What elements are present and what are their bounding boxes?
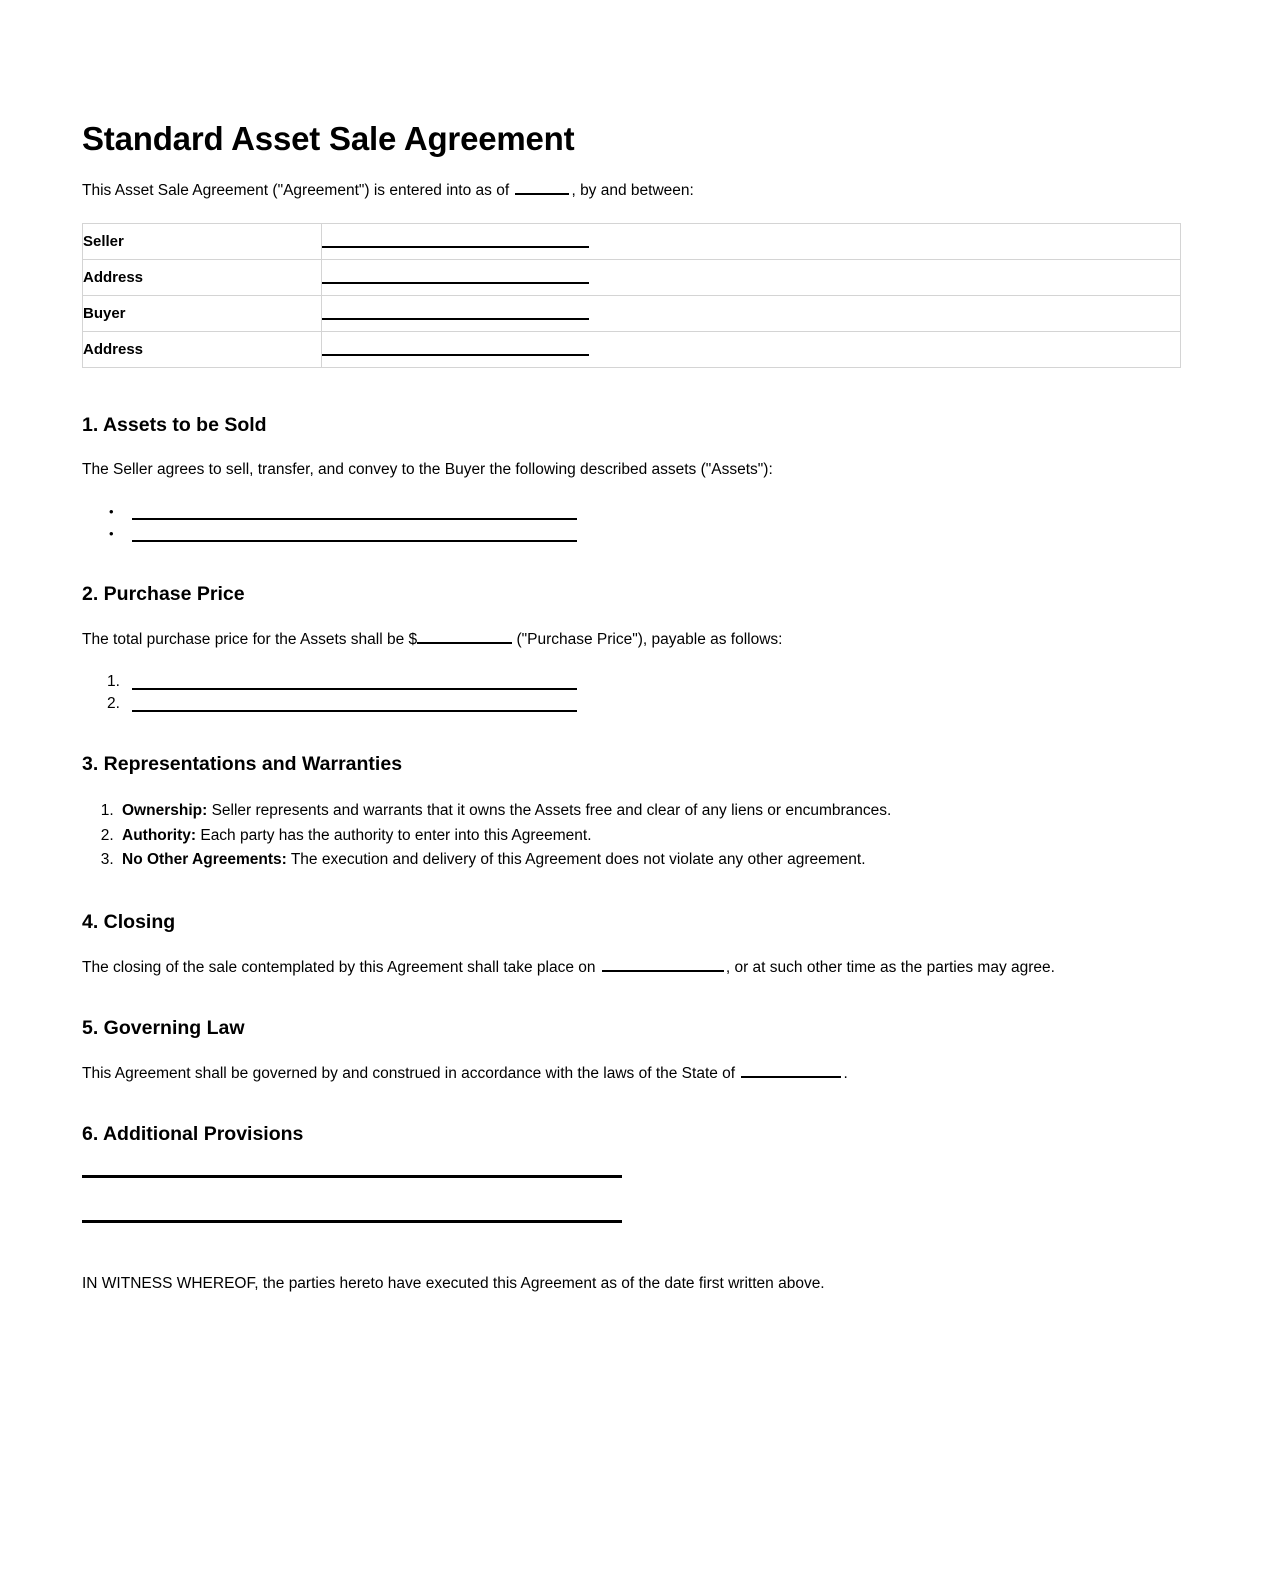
- section-heading-5: 5. Governing Law: [82, 1017, 245, 1040]
- section-heading-1: 1. Assets to be Sold: [82, 413, 267, 436]
- closing-text-after: , or at such other time as the parties may agree.: [725, 958, 1055, 976]
- page-title: Standard Asset Sale Agreement: [82, 120, 575, 157]
- additional-provision-blank-2[interactable]: [82, 1220, 622, 1223]
- party-value-seller[interactable]: [322, 223, 1181, 259]
- section-heading-6: 6. Additional Provisions: [82, 1123, 304, 1146]
- section-2-intro: [82, 629, 1181, 652]
- section-governing-law: [82, 1017, 1181, 1085]
- parties-table: [82, 223, 1181, 368]
- asset-blank-2[interactable]: [132, 540, 577, 542]
- section-1-intro: The Seller agrees to sell, transfer, and convey to the Buyer the following described assets ("Assets"):: [82, 460, 773, 478]
- list-item[interactable]: [107, 671, 1181, 693]
- bullet-marker: •: [109, 504, 114, 520]
- section-assets-to-be-sold: [82, 414, 1181, 546]
- section-heading-2: 2. Purchase Price: [82, 583, 245, 606]
- representation-text-no-other-agreements: The execution and delivery of this Agreement does not violate any other agreement.: [286, 851, 866, 869]
- table-row: [83, 295, 1181, 331]
- section-5-text: [82, 1063, 1181, 1086]
- purchase-price-text-after: ("Purchase Price"), payable as follows:: [516, 631, 783, 648]
- party-label-seller-address: Address: [83, 259, 322, 295]
- number-marker: 2.: [107, 695, 120, 713]
- representations-list: [82, 799, 1181, 873]
- representation-term-authority: Authority:: [122, 826, 197, 844]
- party-value-seller-address[interactable]: [322, 259, 1181, 295]
- party-label-buyer: Buyer: [83, 295, 322, 331]
- table-row: [83, 259, 1181, 295]
- payment-term-blank-1[interactable]: [132, 688, 577, 690]
- seller-name-blank[interactable]: [322, 235, 589, 248]
- list-item: [118, 824, 1181, 849]
- representation-term-ownership: Ownership:: [122, 801, 208, 819]
- representation-text-authority: Each party has the authority to enter into this Agreement.: [196, 826, 592, 844]
- section-4-text: [82, 957, 1181, 980]
- section-representations-warranties: [82, 753, 1181, 873]
- representation-term-no-other-agreements: No Other Agreements:: [122, 851, 287, 869]
- governing-law-text-after: .: [843, 1064, 848, 1082]
- party-label-seller: Seller: [83, 223, 322, 259]
- asset-blank-1[interactable]: [132, 518, 577, 520]
- number-marker: 1.: [107, 673, 120, 691]
- table-row: [83, 223, 1181, 259]
- section-additional-provisions: [82, 1123, 1181, 1222]
- intro-text-after: , by and between:: [571, 182, 694, 200]
- bullet-marker: •: [109, 526, 114, 542]
- section-purchase-price: [82, 583, 1181, 715]
- buyer-address-blank[interactable]: [322, 343, 589, 356]
- party-value-buyer-address[interactable]: [322, 331, 1181, 367]
- witness-clause: IN WITNESS WHEREOF, the parties hereto have executed this Agreement as of the date first written above.: [82, 1274, 825, 1292]
- party-value-buyer[interactable]: [322, 295, 1181, 331]
- representation-text-ownership: Seller represents and warrants that it owns the Assets free and clear of any liens or encumbrances.: [207, 801, 892, 819]
- seller-address-blank[interactable]: [322, 271, 589, 284]
- section-closing: [82, 911, 1181, 979]
- list-item: [118, 848, 1181, 873]
- additional-provision-blank-1[interactable]: [82, 1175, 622, 1178]
- intro-paragraph: [82, 180, 1181, 203]
- list-item[interactable]: [107, 693, 1181, 715]
- party-label-buyer-address: Address: [83, 331, 322, 367]
- governing-law-state-blank[interactable]: [741, 1063, 841, 1078]
- list-item[interactable]: [107, 501, 1181, 523]
- section-heading-3: 3. Representations and Warranties: [82, 753, 403, 776]
- intro-text-before: This Asset Sale Agreement ("Agreement") is entered into as of: [82, 182, 510, 200]
- agreement-date-blank[interactable]: [515, 180, 569, 195]
- table-row: [83, 331, 1181, 367]
- buyer-name-blank[interactable]: [322, 307, 589, 320]
- payment-terms-list: [82, 671, 1181, 715]
- list-item[interactable]: [107, 523, 1181, 545]
- closing-date-blank[interactable]: [602, 957, 724, 972]
- section-heading-4: 4. Closing: [82, 911, 176, 934]
- closing-text-before: The closing of the sale contemplated by this Agreement shall take place on: [82, 958, 596, 976]
- purchase-price-blank[interactable]: [417, 629, 512, 644]
- list-item: [118, 799, 1181, 824]
- assets-blank-list: [82, 501, 1181, 545]
- payment-term-blank-2[interactable]: [132, 710, 577, 712]
- purchase-price-text-before: The total purchase price for the Assets shall be $: [82, 631, 418, 648]
- governing-law-text-before: This Agreement shall be governed by and construed in accordance with the laws of the State of: [82, 1064, 736, 1082]
